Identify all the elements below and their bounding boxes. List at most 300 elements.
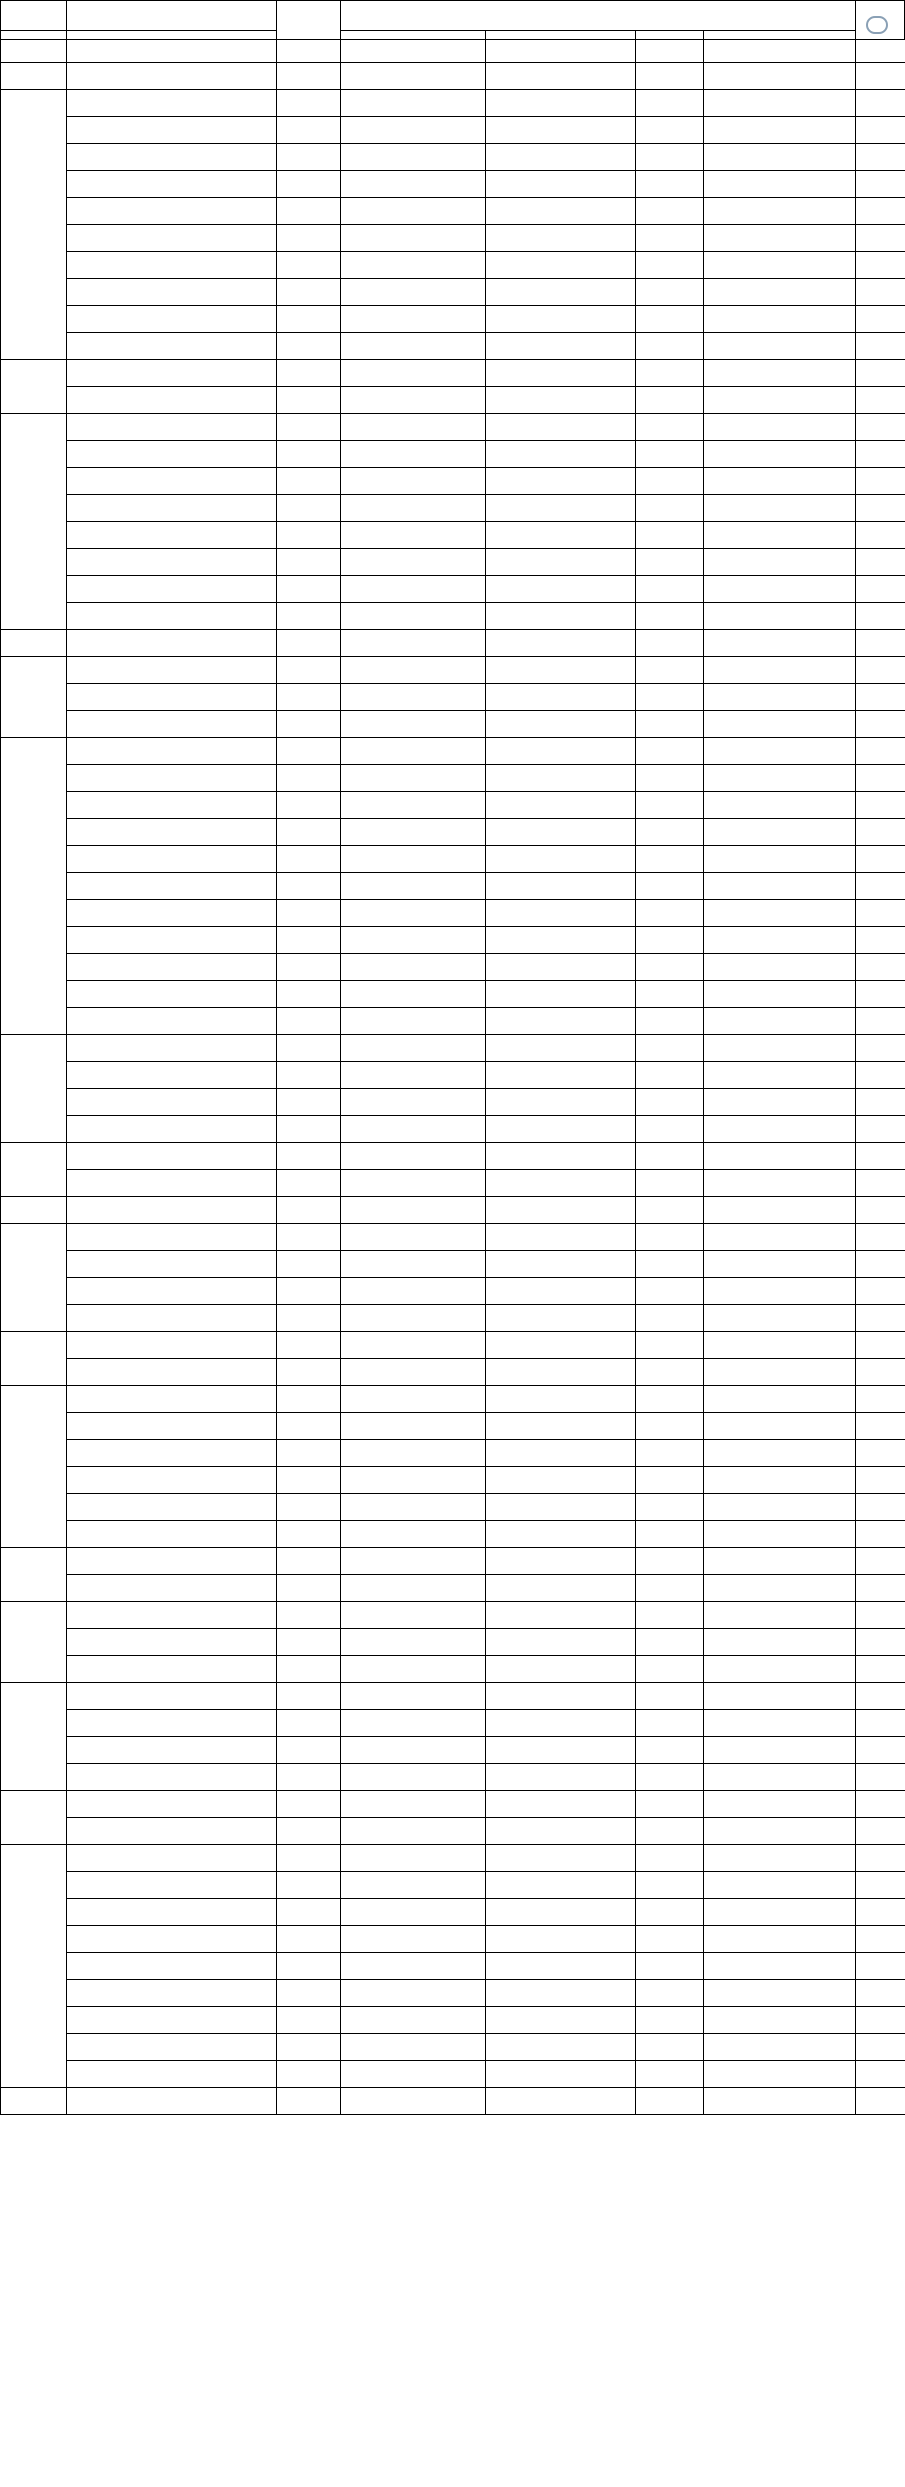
prev-price-cell (341, 1035, 486, 1062)
prev-price-cell (341, 1008, 486, 1035)
phone-cell (704, 279, 856, 306)
today-price-cell (486, 1602, 636, 1629)
score-cell (277, 2007, 341, 2034)
table-row (1, 711, 905, 738)
member-cell (67, 1224, 277, 1251)
region-cell (1, 360, 67, 414)
today-price-cell (486, 1818, 636, 1845)
number-cell (856, 1386, 905, 1413)
table-row (1, 90, 905, 117)
number-cell (856, 1170, 905, 1197)
trend-cell (636, 468, 704, 495)
table-row (1, 630, 905, 657)
table-row (1, 522, 905, 549)
phone-cell (704, 1683, 856, 1710)
table-row (1, 495, 905, 522)
trend-cell (636, 1602, 704, 1629)
table-row (1, 927, 905, 954)
trend-cell (636, 1467, 704, 1494)
table-row (1, 1710, 905, 1737)
table-row (1, 1575, 905, 1602)
trend-cell (636, 1035, 704, 1062)
member-cell (67, 846, 277, 873)
score-cell (277, 2061, 341, 2088)
number-cell (856, 2088, 905, 2115)
table-row (1, 576, 905, 603)
today-price-cell (486, 927, 636, 954)
number-cell (856, 711, 905, 738)
number-cell (856, 1197, 905, 1224)
phone-cell (704, 225, 856, 252)
prev-price-cell (341, 657, 486, 684)
phone-cell (704, 1035, 856, 1062)
member-cell (67, 765, 277, 792)
trend-cell (636, 954, 704, 981)
phone-cell (704, 1629, 856, 1656)
table-row (1, 333, 905, 360)
number-cell (856, 1845, 905, 1872)
table-row (1, 1791, 905, 1818)
region-cell (1, 1845, 67, 2088)
prev-price-cell (341, 1089, 486, 1116)
number-cell (856, 1818, 905, 1845)
phone-cell (704, 117, 856, 144)
phone-cell (704, 171, 856, 198)
phone-cell (704, 1467, 856, 1494)
trend-cell (636, 711, 704, 738)
member-cell (67, 549, 277, 576)
trend-cell (636, 1197, 704, 1224)
prev-price-cell (341, 1440, 486, 1467)
table-row (1, 1980, 905, 2007)
trend-cell (636, 549, 704, 576)
prev-price-cell (341, 792, 486, 819)
score-cell (277, 1845, 341, 1872)
phone-cell (704, 1737, 856, 1764)
today-price-cell (486, 1170, 636, 1197)
trend-cell (636, 1683, 704, 1710)
phone-cell (704, 1791, 856, 1818)
prev-price-cell (341, 927, 486, 954)
prev-price-cell (341, 1494, 486, 1521)
table-row (1, 1089, 905, 1116)
today-price-cell (486, 1035, 636, 1062)
table-row (1, 1035, 905, 1062)
score-cell (277, 1467, 341, 1494)
table-row (1, 1899, 905, 1926)
phone-cell (704, 630, 856, 657)
phone-cell (704, 1494, 856, 1521)
phone-cell (704, 2088, 856, 2115)
today-price-cell (486, 630, 636, 657)
phone-cell (704, 1656, 856, 1683)
member-cell (67, 2007, 277, 2034)
number-cell (856, 684, 905, 711)
phone-cell (704, 954, 856, 981)
phone-cell (704, 414, 856, 441)
today-price-cell (486, 2061, 636, 2088)
region-cell (1, 414, 67, 630)
score-cell (277, 1818, 341, 1845)
table-row (1, 1467, 905, 1494)
member-cell (67, 1683, 277, 1710)
number-cell (856, 1116, 905, 1143)
member-cell (67, 1602, 277, 1629)
prev-price-cell (341, 1467, 486, 1494)
table-row (1, 414, 905, 441)
member-cell (67, 63, 277, 90)
phone-cell (704, 63, 856, 90)
number-cell (856, 387, 905, 414)
trend-cell (636, 2088, 704, 2115)
phone-cell (704, 1278, 856, 1305)
table-row (1, 441, 905, 468)
prev-price-cell (341, 2007, 486, 2034)
table-row (1, 1170, 905, 1197)
prev-price-cell (341, 954, 486, 981)
today-price-cell (486, 873, 636, 900)
today-price-cell (486, 819, 636, 846)
prev-price-cell (341, 2034, 486, 2061)
score-cell (277, 1683, 341, 1710)
phone-cell (704, 360, 856, 387)
today-price-cell (486, 684, 636, 711)
today-price-cell (486, 333, 636, 360)
number-cell (856, 441, 905, 468)
member-cell (67, 468, 277, 495)
phone-cell (704, 1008, 856, 1035)
phone-cell (704, 1575, 856, 1602)
prev-price-cell (341, 1629, 486, 1656)
trend-cell (636, 1818, 704, 1845)
today-price-cell (486, 495, 636, 522)
member-cell (67, 738, 277, 765)
table-row (1, 1818, 905, 1845)
member-cell (67, 927, 277, 954)
prev-price-cell (341, 1548, 486, 1575)
prev-price-cell (341, 333, 486, 360)
member-cell (67, 576, 277, 603)
score-cell (277, 2088, 341, 2115)
score-cell (277, 819, 341, 846)
trend-cell (636, 603, 704, 630)
region-cell (1, 630, 67, 657)
table-row (1, 603, 905, 630)
prev-price-cell (341, 171, 486, 198)
number-cell (856, 198, 905, 225)
phone-cell (704, 1089, 856, 1116)
number-cell (856, 1872, 905, 1899)
today-price-cell (486, 1521, 636, 1548)
prev-price-cell (341, 1926, 486, 1953)
region-cell (1, 2088, 67, 2115)
score-cell (277, 1710, 341, 1737)
number-cell (856, 1926, 905, 1953)
today-price-cell (486, 2088, 636, 2115)
number-cell (856, 954, 905, 981)
score-cell (277, 306, 341, 333)
score-cell (277, 1089, 341, 1116)
prev-price-cell (341, 1710, 486, 1737)
score-cell (277, 1440, 341, 1467)
score-cell (277, 387, 341, 414)
score-cell (277, 1413, 341, 1440)
score-cell (277, 1305, 341, 1332)
score-cell (277, 1278, 341, 1305)
today-price-cell (486, 1980, 636, 2007)
phone-cell (704, 873, 856, 900)
table-row (1, 387, 905, 414)
trend-cell (636, 846, 704, 873)
phone-cell (704, 198, 856, 225)
member-cell (67, 1926, 277, 1953)
trend-cell (636, 1656, 704, 1683)
table-row (1, 1656, 905, 1683)
phone-cell (704, 1845, 856, 1872)
score-cell (277, 1062, 341, 1089)
table-row (1, 765, 905, 792)
phone-cell (704, 1602, 856, 1629)
today-price-cell (486, 765, 636, 792)
trend-cell (636, 900, 704, 927)
phone-cell (704, 1251, 856, 1278)
member-cell (67, 873, 277, 900)
number-cell (856, 1737, 905, 1764)
table-row (1, 1953, 905, 1980)
prev-price-cell (341, 360, 486, 387)
number-cell (856, 468, 905, 495)
score-cell (277, 1791, 341, 1818)
trend-cell (636, 522, 704, 549)
number-cell (856, 2007, 905, 2034)
member-cell (67, 1656, 277, 1683)
trend-cell (636, 90, 704, 117)
number-cell (856, 873, 905, 900)
trend-cell (636, 1116, 704, 1143)
trend-cell (636, 333, 704, 360)
today-price-cell (486, 1575, 636, 1602)
phone-cell (704, 1521, 856, 1548)
today-price-cell (486, 1413, 636, 1440)
today-price-cell (486, 1305, 636, 1332)
score-cell (277, 738, 341, 765)
prev-price-cell (341, 1818, 486, 1845)
member-cell (67, 1197, 277, 1224)
member-cell (67, 1764, 277, 1791)
number-cell (856, 1548, 905, 1575)
today-price-cell (486, 414, 636, 441)
member-cell (67, 1953, 277, 1980)
number-cell (856, 1143, 905, 1170)
today-price-cell (486, 387, 636, 414)
trend-cell (636, 792, 704, 819)
table-row (1, 1494, 905, 1521)
member-cell (67, 900, 277, 927)
table-row (1, 819, 905, 846)
trend-cell (636, 657, 704, 684)
number-cell (856, 1413, 905, 1440)
member-cell (67, 657, 277, 684)
score-cell (277, 900, 341, 927)
trend-cell (636, 414, 704, 441)
score-cell (277, 144, 341, 171)
phone-cell (704, 1413, 856, 1440)
table-row (1, 279, 905, 306)
prev-price-cell (341, 117, 486, 144)
region-cell (1, 657, 67, 738)
prev-price-cell (341, 873, 486, 900)
score-cell (277, 1170, 341, 1197)
member-cell (67, 1818, 277, 1845)
today-price-cell (486, 2007, 636, 2034)
number-cell (856, 765, 905, 792)
today-price-cell (486, 549, 636, 576)
trend-cell (636, 279, 704, 306)
today-price-cell (486, 1683, 636, 1710)
prev-price-cell (341, 1872, 486, 1899)
region-cell (1, 1791, 67, 1845)
trend-cell (636, 765, 704, 792)
score-cell (277, 1548, 341, 1575)
region-cell (1, 1143, 67, 1197)
today-price-cell (486, 1899, 636, 1926)
score-cell (277, 495, 341, 522)
number-cell (856, 1062, 905, 1089)
trend-cell (636, 738, 704, 765)
phone-cell (704, 549, 856, 576)
trend-cell (636, 1494, 704, 1521)
number-cell (856, 117, 905, 144)
phone-cell (704, 765, 856, 792)
phone-cell (704, 90, 856, 117)
number-cell (856, 1089, 905, 1116)
number-cell (856, 1521, 905, 1548)
prev-price-cell (341, 1116, 486, 1143)
number-cell (856, 630, 905, 657)
phone-cell (704, 981, 856, 1008)
number-cell (856, 333, 905, 360)
prev-price-cell (341, 1332, 486, 1359)
phone-cell (704, 1386, 856, 1413)
phone-cell (704, 306, 856, 333)
table-row (1, 198, 905, 225)
number-cell (856, 549, 905, 576)
table-row (1, 1440, 905, 1467)
phone-cell (704, 387, 856, 414)
number-cell (856, 522, 905, 549)
trend-cell (636, 198, 704, 225)
table-row (1, 2088, 905, 2115)
score-cell (277, 1197, 341, 1224)
today-price-cell (486, 1764, 636, 1791)
member-cell (67, 1386, 277, 1413)
prev-price-cell (341, 1737, 486, 1764)
score-cell (277, 1521, 341, 1548)
today-price-cell (486, 1926, 636, 1953)
member-cell (67, 819, 277, 846)
member-cell (67, 1251, 277, 1278)
today-price-cell (486, 306, 636, 333)
prev-price-cell (341, 576, 486, 603)
prev-price-cell (341, 144, 486, 171)
number-cell (856, 1359, 905, 1386)
member-cell (67, 441, 277, 468)
number-cell (856, 1008, 905, 1035)
table-row (1, 171, 905, 198)
number-cell (856, 819, 905, 846)
trend-cell (636, 2061, 704, 2088)
member-cell (67, 711, 277, 738)
today-price-cell (486, 522, 636, 549)
trend-cell (636, 1359, 704, 1386)
phone-cell (704, 1062, 856, 1089)
number-cell (856, 2061, 905, 2088)
score-cell (277, 603, 341, 630)
prev-price-cell (341, 1683, 486, 1710)
phone-cell (704, 900, 856, 927)
member-cell (67, 279, 277, 306)
member-cell (67, 1548, 277, 1575)
score-cell (277, 1629, 341, 1656)
prev-price-cell (341, 522, 486, 549)
score-cell (277, 90, 341, 117)
phone-cell (704, 1548, 856, 1575)
member-cell (67, 225, 277, 252)
score-cell (277, 1251, 341, 1278)
trend-cell (636, 2034, 704, 2061)
member-cell (67, 1008, 277, 1035)
trend-cell (636, 1224, 704, 1251)
table-row (1, 954, 905, 981)
trend-cell (636, 144, 704, 171)
member-cell (67, 1062, 277, 1089)
trend-cell (636, 927, 704, 954)
member-cell (67, 684, 277, 711)
score-cell (277, 63, 341, 90)
number-cell (856, 1602, 905, 1629)
number-cell (856, 90, 905, 117)
member-cell (67, 1791, 277, 1818)
score-cell (277, 1116, 341, 1143)
number-cell (856, 1332, 905, 1359)
prev-price-cell (341, 1143, 486, 1170)
number-cell (856, 1980, 905, 2007)
table-row (1, 1521, 905, 1548)
score-cell (277, 873, 341, 900)
trend-cell (636, 981, 704, 1008)
number-cell (856, 1953, 905, 1980)
phone-cell (704, 441, 856, 468)
trend-cell (636, 1089, 704, 1116)
prev-price-cell (341, 1251, 486, 1278)
member-cell (67, 522, 277, 549)
region-cell (1, 90, 67, 360)
score-cell (277, 414, 341, 441)
score-cell (277, 1575, 341, 1602)
prev-price-cell (341, 900, 486, 927)
prev-price-cell (341, 1953, 486, 1980)
trend-cell (636, 1575, 704, 1602)
table-row (1, 2034, 905, 2061)
number-cell (856, 1278, 905, 1305)
number-cell (856, 2034, 905, 2061)
today-price-cell (486, 468, 636, 495)
trend-cell (636, 1278, 704, 1305)
table-row (1, 1845, 905, 1872)
score-cell (277, 927, 341, 954)
prev-price-cell (341, 819, 486, 846)
prev-price-cell (341, 1062, 486, 1089)
